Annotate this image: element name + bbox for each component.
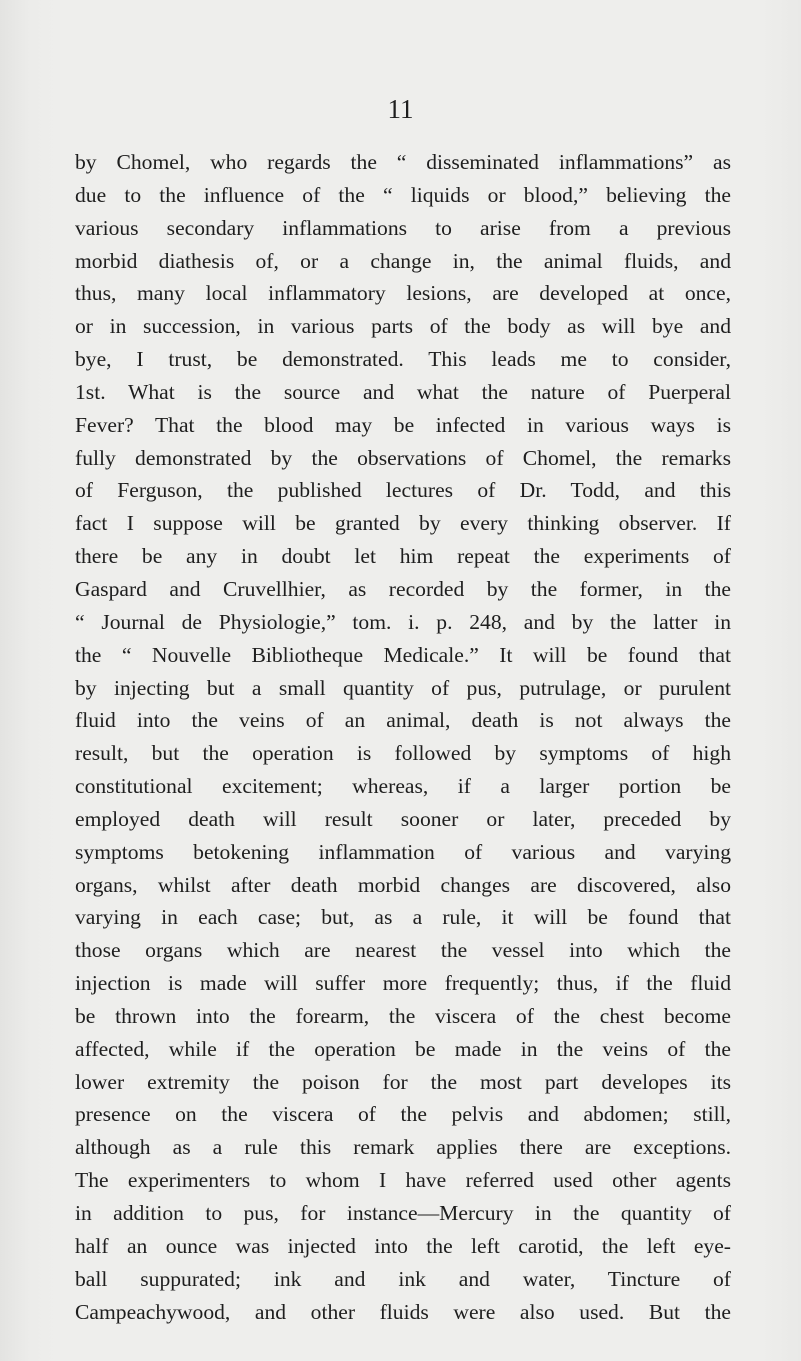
text-line: affected, while if the operation be made in the veins of the xyxy=(75,1036,731,1061)
text-line: by Chomel, who regards the “ disseminated inflammations” as xyxy=(75,150,731,174)
text-line: Campeachywood, and other fluids were also used. But the xyxy=(75,1299,731,1324)
text-line: the “ Nouvelle Bibliotheque Medicale.” It will be found that xyxy=(75,642,731,667)
text-line: presence on the viscera of the pelvis and abdomen; still, xyxy=(75,1102,731,1127)
text-line: result, but the operation is followed by symptoms of high xyxy=(75,741,731,766)
page-number: 11 xyxy=(387,94,414,124)
text-line: ball suppurated; ink and ink and water, Tincture of xyxy=(75,1266,731,1291)
text-line: in addition to pus, for instance—Mercury in the quantity of xyxy=(75,1201,731,1225)
text-line: “ Journal de Physiologie,” tom. i. p. 248, and by the latter in xyxy=(75,609,731,634)
text-line: thus, many local inflammatory lesions, are developed at once, xyxy=(75,281,731,306)
text-line: employed death will result sooner or later, preceded by xyxy=(75,806,731,831)
text-line: 1st. What is the source and what the nature of Puerperal xyxy=(75,379,731,404)
text-line: varying in each case; but, as a rule, it will be found that xyxy=(75,905,731,930)
text-line: fluid into the veins of an animal, death is not always the xyxy=(75,708,731,733)
text-line: be thrown into the forearm, the viscera of the chest become xyxy=(75,1003,731,1028)
text-line: organs, whilst after death morbid changes are discovered, also xyxy=(75,872,731,897)
text-line: morbid diathesis of, or a change in, the animal fluids, and xyxy=(75,248,731,273)
text-line: Fever? That the blood may be infected in various ways is xyxy=(75,412,731,437)
text-line: or in succession, in various parts of the body as will bye and xyxy=(75,314,731,339)
text-line: symptoms betokening inflammation of various and varying xyxy=(75,839,731,864)
text-line: half an ounce was injected into the left carotid, the left eye- xyxy=(75,1233,731,1258)
text-line: there be any in doubt let him repeat the experiments of xyxy=(75,544,731,569)
text-line: although as a rule this remark applies there are exceptions. xyxy=(75,1135,731,1160)
text-line: The experimenters to whom I have referred used other agents xyxy=(75,1168,731,1193)
text-line: fully demonstrated by the observations of Chomel, the remarks xyxy=(75,445,731,470)
text-line: fact I suppose will be granted by every thinking observer. If xyxy=(75,511,731,536)
text-line: bye, I trust, be demonstrated. This leads me to consider, xyxy=(75,347,731,372)
text-line: constitutional excitement; whereas, if a larger portion be xyxy=(75,774,731,799)
text-line: of Ferguson, the published lectures of Dr. Todd, and this xyxy=(75,478,731,503)
text-line: various secondary inflammations to arise from a previous xyxy=(75,215,731,240)
body-text xyxy=(75,146,731,1328)
text-line: due to the influence of the “ liquids or blood,” believing the xyxy=(75,182,731,207)
text-line: those organs which are nearest the vessel into which the xyxy=(75,938,731,963)
text-line: by injecting but a small quantity of pus, putrulage, or purulent xyxy=(75,675,731,700)
text-line: lower extremity the poison for the most part developes its xyxy=(75,1069,731,1094)
text-line: injection is made will suffer more frequently; thus, if the fluid xyxy=(75,971,731,996)
text-line: Gaspard and Cruvellhier, as recorded by the former, in the xyxy=(75,576,731,601)
